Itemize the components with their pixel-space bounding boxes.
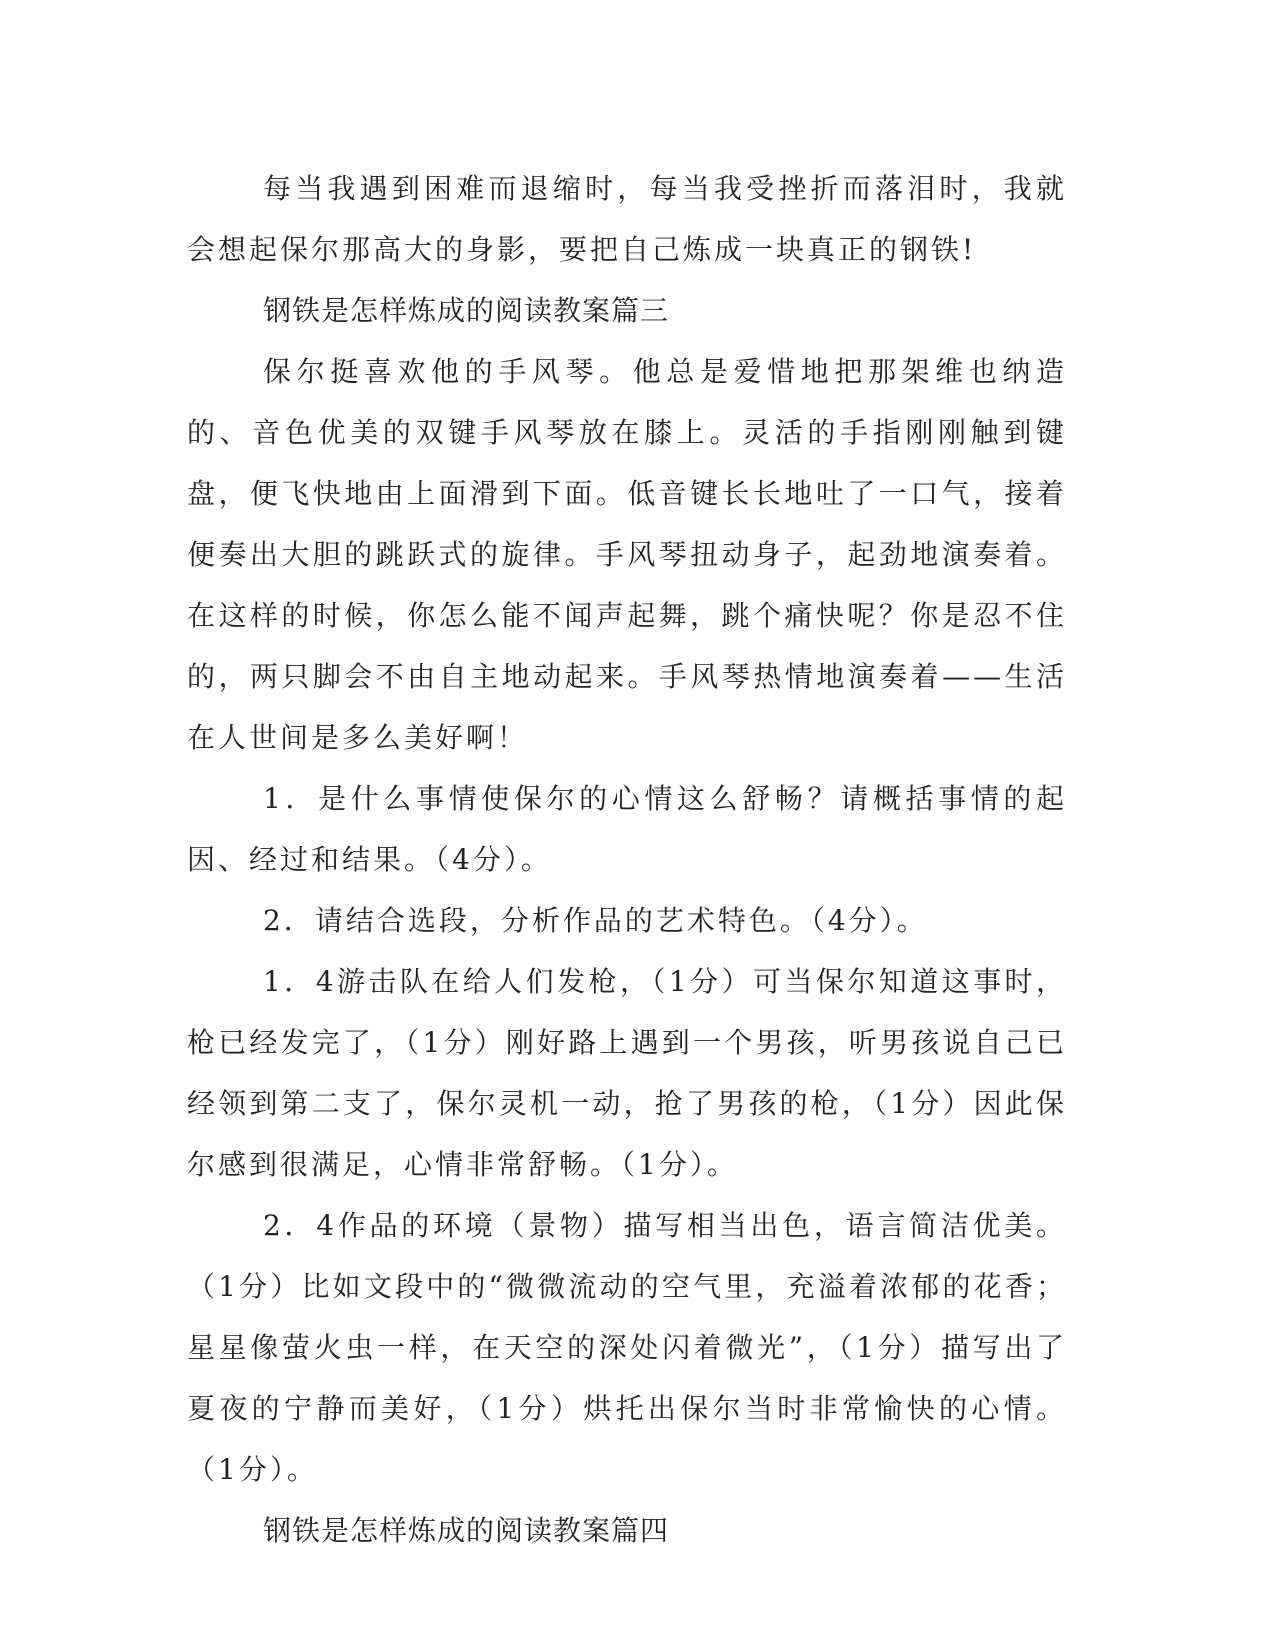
- question-paragraph: 1．是什么事情使保尔的心情这么舒畅？请概括事情的起因、经过和结果。（4分）。: [187, 782, 1067, 876]
- section-heading: 钢铁是怎样炼成的阅读教案篇四: [263, 1514, 670, 1547]
- section-heading: 钢铁是怎样炼成的阅读教案篇三: [263, 294, 670, 327]
- answer-paragraph: 2．4作品的环境（景物）描写相当出色，语言简洁优美。（1分）比如文段中的“微微流动的空气里，充溢着浓郁的花香；星星像萤火虫一样，在天空的深处闪着微光”，（1分）描写出了夏夜的宁静而美好，（1分）烘托出保尔当时非常愉快的心情。（1分）。: [187, 1209, 1067, 1486]
- document-page: [187, 158, 1067, 1561]
- body-paragraph: 保尔挺喜欢他的手风琴。他总是爱惜地把那架维也纳造的、音色优美的双键手风琴放在膝上。灵活的手指刚刚触到键盘，便飞快地由上面滑到下面。低音键长长地吐了一口气，接着便奏出大胆的跳跃式的旋律。手风琴扭动身子，起劲地演奏着。在这样的时候，你怎么能不闻声起舞，跳个痛快呢？你是忍不住的，两只脚会不由自主地动起来。手风琴热情地演奏着——生活在人世间是多么美好啊！: [187, 355, 1067, 754]
- body-paragraph: 每当我遇到困难而退缩时，每当我受挫折而落泪时，我就会想起保尔那高大的身影，要把自己炼成一块真正的钢铁!: [187, 172, 1067, 266]
- question-paragraph: 2．请结合选段，分析作品的艺术特色。（4分）。: [263, 904, 928, 937]
- answer-paragraph: 1．4游击队在给人们发枪，（1分）可当保尔知道这事时，枪已经发完了，（1分）刚好路上遇到一个男孩，听男孩说自己已经领到第二支了，保尔灵机一动，抢了男孩的枪，（1分）因此保尔感到很满足，心情非常舒畅。（1分）。: [187, 965, 1067, 1181]
